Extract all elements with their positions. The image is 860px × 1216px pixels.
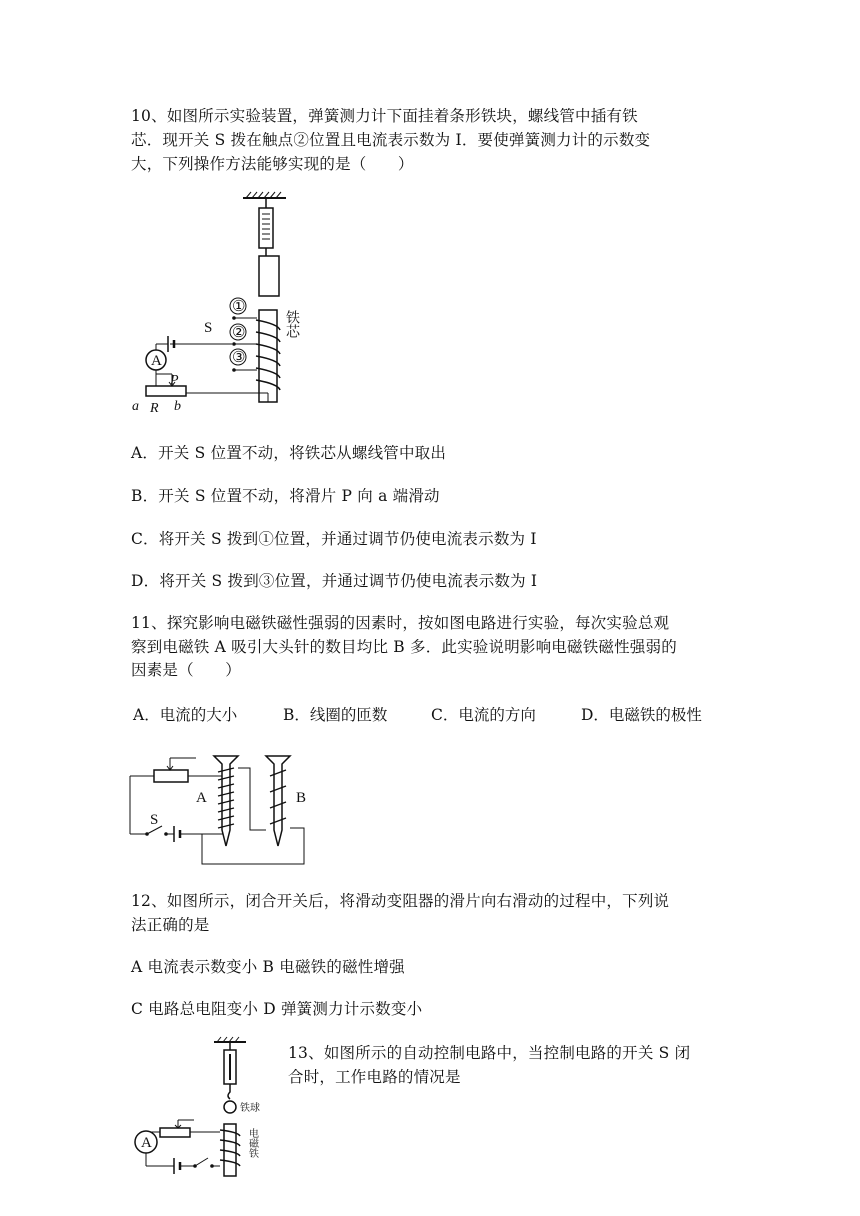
ammeter-label: A <box>151 353 162 369</box>
contact-2-label: ② <box>232 325 246 341</box>
q12-stem-line-2: 法正确的是 <box>131 916 210 934</box>
resistor-label: R <box>150 401 159 416</box>
q13-stem-line-2: 合时，工作电路的情况是 <box>288 1068 461 1086</box>
q10-figure <box>128 190 318 418</box>
nail-b-label: B <box>296 790 307 806</box>
q10-stem-line-3: 大，下列操作方法能够实现的是（ ） <box>131 155 414 173</box>
q10-option-d: D．将开关 S 拨到③位置，并通过调节仍使电流表示数为 I <box>131 572 538 590</box>
q12-stem-line-1: 12、如图所示，闭合开关后，将滑动变阻器的滑片向右滑动的过程中，下列说 <box>131 892 670 910</box>
magnet-label: 电磁铁 <box>246 1128 258 1158</box>
q10-stem-line-1: 10、如图所示实验装置，弹簧测力计下面挂着条形铁块，螺线管中插有铁 <box>131 107 638 125</box>
q10-option-a: A．开关 S 位置不动，将铁芯从螺线管中取出 <box>131 444 447 462</box>
end-b-label: b <box>174 399 181 414</box>
q11-options <box>133 703 702 725</box>
q10-option-b: B．开关 S 位置不动，将滑片 P 向 a 端滑动 <box>131 487 440 505</box>
contact-1-label: ① <box>232 299 246 315</box>
q12-options-line-2: C 电路总电阻变小 D 弹簧测力计示数变小 <box>131 1000 423 1018</box>
q13-stem-line-1: 13、如图所示的自动控制电路中，当控制电路的开关 S 闭 <box>288 1044 691 1062</box>
slider-label: P <box>170 373 179 388</box>
q11-stem-line-1: 11、探究影响电磁铁磁性强弱的因素时，按如图电路进行实验，每次实验总观 <box>131 614 670 632</box>
ball-label: 铁球 <box>240 1103 260 1114</box>
q13-ammeter-label: A <box>141 1135 152 1151</box>
contact-3-label: ③ <box>232 350 246 366</box>
q11-option-d: D．电磁铁的极性 <box>581 706 702 724</box>
end-a-label: a <box>132 399 139 414</box>
q11-stem-line-2: 察到电磁铁 A 吸引大头针的数目均比 B 多．此实验说明影响电磁铁磁性强弱的 <box>131 638 677 656</box>
switch-label: S <box>204 320 213 336</box>
q10-option-c: C．将开关 S 拨到①位置，并通过调节仍使电流表示数为 I <box>131 530 537 548</box>
q11-switch-label: S <box>150 812 159 828</box>
q11-stem-line-3: 因素是（ ） <box>131 661 241 679</box>
q11-option-c: C．电流的方向 <box>431 706 536 724</box>
nail-a-label: A <box>196 790 207 806</box>
q12-options-line-1: A 电流表示数变小 B 电磁铁的磁性增强 <box>131 958 405 976</box>
q13-figure <box>128 1036 278 1178</box>
q11-option-a: A．电流的大小 <box>133 706 238 724</box>
core-label: 铁芯 <box>284 310 300 338</box>
q10-stem-line-2: 芯．现开关 S 拨在触点②位置且电流表示数为 I．要使弹簧测力计的示数变 <box>131 131 651 149</box>
q11-figure <box>126 748 316 870</box>
q11-option-b: B．线圈的匝数 <box>283 706 388 724</box>
